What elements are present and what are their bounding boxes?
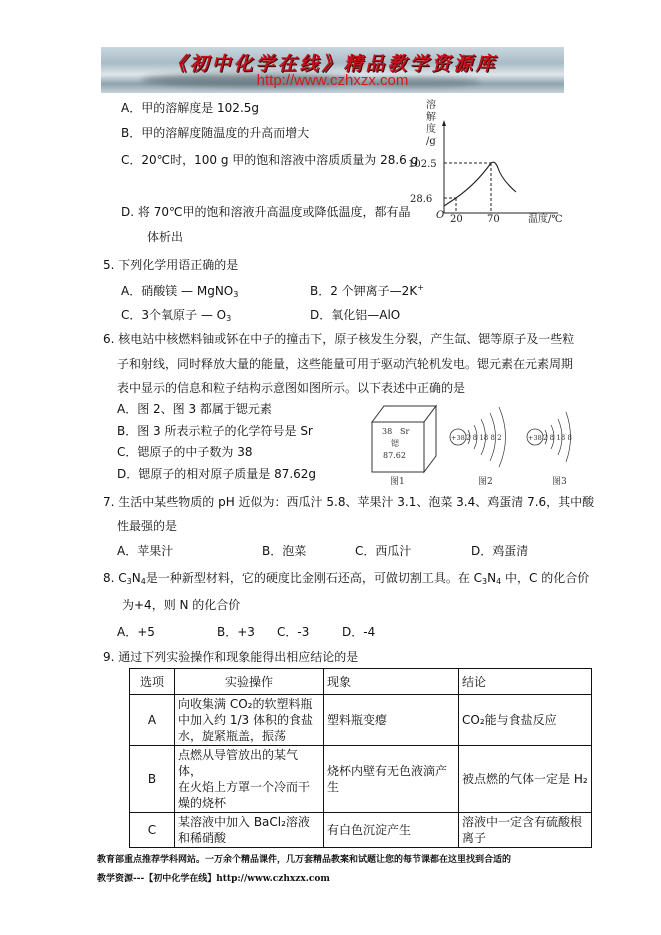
- header-option: 选项: [130, 669, 175, 695]
- banner-url[interactable]: http://www.czhxzx.com: [256, 72, 409, 89]
- footer-line-2[interactable]: 教学资源---【初中化学在线】http://www.czhxzx.com: [97, 874, 330, 884]
- question-text: 通过下列实验操作和现象能得出相应结论的是: [118, 650, 359, 664]
- row-phenomenon: 塑料瓶变瘪: [324, 695, 459, 746]
- table-row: [130, 695, 592, 746]
- electron-shells: 2 8 18 8: [543, 434, 572, 442]
- q7-option-a: [117, 542, 173, 559]
- q5-option-a: [121, 282, 238, 299]
- question-text: 中，C 的化合价: [501, 571, 590, 585]
- option-text: 氧化铝—AlO: [331, 308, 401, 322]
- operation-line: 点燃从导管放出的某气体，: [178, 748, 299, 778]
- option-text: 2 个钾离子—2K: [330, 284, 418, 298]
- question-text: 是一种新型材料，它的硬度比金刚石还高，可做切割工具。在 C: [145, 571, 483, 585]
- q7-stem-line2: 性最强的是: [117, 519, 178, 533]
- subscript: 3: [482, 577, 488, 586]
- table-row: [130, 746, 592, 813]
- option-label: C．: [121, 153, 142, 167]
- option-text: 苹果汁: [137, 544, 174, 558]
- subscript: 3: [233, 290, 239, 299]
- option-label: D．: [342, 625, 364, 639]
- header-banner: [101, 47, 564, 93]
- subscript: 4: [496, 577, 502, 586]
- q5-option-c: [121, 306, 231, 323]
- q9-stem: [103, 648, 358, 665]
- q8-stem-line2: 为+4，则 N 的化合价: [122, 598, 241, 612]
- q4-option-c: [121, 151, 418, 168]
- question-text: 生活中某些物质的 pH 近似为：西瓜汁 5.8、苹果汁 3.1、泡菜 3.4、鸡蛋清 7.6，其中酸: [118, 495, 595, 509]
- figure-3-caption: 图3: [552, 477, 567, 485]
- q7-option-d: [471, 542, 528, 559]
- option-text: +5: [137, 625, 155, 639]
- graph-xtick-70: 70: [487, 214, 500, 225]
- q8-option-b: [217, 623, 255, 640]
- operation-line: 水，旋紧瓶盖，振荡: [178, 729, 287, 743]
- table-header-row: [130, 669, 592, 695]
- question-text: 核电站中核燃料铀或钚在中子的撞击下，原子核发生分裂，产生氙、锶等原子及一些粒: [118, 332, 575, 346]
- graph-y-arrow: [442, 120, 446, 126]
- experiment-table: [129, 668, 592, 848]
- option-text: +3: [237, 625, 255, 639]
- row-operation: [175, 695, 324, 746]
- figure-1-caption: 图1: [390, 477, 405, 485]
- graph-ylabel-2: 解: [426, 112, 436, 123]
- superscript: +: [417, 283, 424, 292]
- option-label: B．: [262, 544, 283, 558]
- header-operation: 实验操作: [175, 669, 324, 695]
- footer-line-1: 教育部重点推荐学科网站。一万余个精品课件，几万套精品教案和试题让您的每节课都在这里找到合适的: [97, 855, 512, 865]
- q6-option-c: [117, 443, 252, 460]
- graph-xtick-20: 20: [450, 214, 463, 225]
- operation-line: 燥的烧杯: [178, 796, 227, 810]
- option-text: 硝酸镁 — MgNO: [141, 284, 234, 298]
- atomic-number: 38: [382, 427, 393, 436]
- option-text: 甲的溶解度随温度的升高而增大: [141, 126, 310, 140]
- option-label: C．: [355, 544, 376, 558]
- q8-stem-line1: [103, 569, 589, 586]
- q6-stem-line1: [103, 330, 574, 347]
- header-conclusion: 结论: [459, 669, 592, 695]
- banner-title: 《初中化学在线》精品教学资源库: [167, 53, 498, 75]
- option-label: B．: [121, 126, 142, 140]
- header-phenomenon: 现象: [324, 669, 459, 695]
- option-text: 将 70℃甲的饱和溶液升高温度或降低温度，都有晶: [137, 205, 411, 219]
- row-conclusion: 溶液中一定含有硫酸根离子: [459, 813, 592, 848]
- q6-stem-line3: 表中显示的信息和粒子结构示意图如图所示。以下表述中正确的是: [117, 381, 466, 395]
- option-text: 图 2、图 3 都属于锶元素: [137, 402, 272, 416]
- nucleus-charge: +38: [451, 434, 465, 442]
- option-text: 锶原子的相对原子质量是 87.62g: [138, 467, 317, 481]
- option-text: 鸡蛋清: [492, 544, 529, 558]
- q5-option-d: [310, 306, 400, 323]
- nucleus-charge: +38: [528, 434, 542, 442]
- option-text: 泡菜: [282, 544, 307, 558]
- q7-option-c: [355, 542, 411, 559]
- q6-option-b: [117, 422, 313, 439]
- option-text: -3: [297, 625, 310, 639]
- option-label: C．: [277, 625, 298, 639]
- subscript: 4: [140, 577, 146, 586]
- row-conclusion: CO₂能与食盐反应: [459, 695, 592, 746]
- option-text: 甲的溶解度是 102.5g: [141, 101, 260, 115]
- option-label: A．: [121, 101, 142, 115]
- strontium-figures: [360, 400, 575, 485]
- q6-stem-line2: 子和射线，同时释放大量的能量，这些能量可用于驱动汽轮机发电。锶元素在元素周期: [117, 357, 574, 371]
- graph-xlabel: 温度/℃: [528, 214, 563, 225]
- figure-3-ion-structure: [527, 412, 572, 485]
- element-name: 锶: [391, 439, 399, 448]
- q5-option-b: [310, 282, 424, 299]
- option-label: A．: [117, 544, 138, 558]
- q7-option-b: [262, 542, 306, 559]
- q6-option-d: [117, 465, 316, 482]
- operation-line: 和稀硝酸: [178, 831, 227, 845]
- option-text: 锶原子的中子数为 38: [137, 445, 253, 459]
- option-label: C．: [121, 308, 142, 322]
- formula-part: N: [131, 571, 141, 585]
- q4-option-d: [121, 203, 410, 220]
- row-phenomenon: 有白色沉淀产生: [324, 813, 459, 848]
- option-label: A．: [117, 402, 138, 416]
- option-text: -4: [363, 625, 376, 639]
- table-row: [130, 813, 592, 848]
- option-label: B．: [310, 284, 331, 298]
- graph-ylabel-3: 度: [426, 124, 436, 135]
- option-label: B．: [117, 424, 138, 438]
- q4-option-a: [121, 99, 259, 116]
- q8-option-d: [342, 623, 375, 640]
- q5-stem: [103, 256, 238, 273]
- subscript: 3: [226, 314, 232, 323]
- option-label: A．: [117, 625, 138, 639]
- figure-2-atom-structure: [450, 407, 506, 485]
- graph-origin: O: [436, 210, 445, 221]
- q8-option-a: [117, 623, 155, 640]
- atomic-mass: 87.62: [383, 451, 406, 460]
- subscript: 3: [126, 577, 132, 586]
- q7-stem-line1: [103, 493, 594, 510]
- element-symbol: Sr: [400, 427, 410, 436]
- option-label: D.: [121, 205, 135, 219]
- row-operation: [175, 813, 324, 848]
- option-label: D．: [471, 544, 493, 558]
- option-text: 20℃时，100 g 甲的饱和溶液中溶质质量为 28.6 g: [141, 153, 419, 167]
- q4-option-b: [121, 124, 309, 141]
- row-option: B: [130, 746, 175, 813]
- question-text: 下列化学用语正确的是: [118, 258, 239, 272]
- question-number: 7.: [103, 495, 115, 509]
- row-option: A: [130, 695, 175, 746]
- figure-2-caption: 图2: [478, 477, 493, 485]
- row-phenomenon: 烧杯内壁有无色液滴产生: [324, 746, 459, 813]
- operation-line: 中加入约 1/3 体积的食盐: [178, 713, 313, 727]
- option-label: A．: [121, 284, 142, 298]
- q6-option-a: [117, 400, 272, 417]
- formula-part: N: [487, 571, 497, 585]
- option-text: 西瓜汁: [375, 544, 412, 558]
- row-option: C: [130, 813, 175, 848]
- solubility-graph: [398, 96, 570, 228]
- row-conclusion: 被点燃的气体一定是 H₂: [459, 746, 592, 813]
- option-label: C．: [117, 445, 138, 459]
- option-text: 图 3 所表示粒子的化学符号是 Sr: [137, 424, 313, 438]
- question-number: 5.: [103, 258, 115, 272]
- option-label: B．: [217, 625, 238, 639]
- question-number: 6.: [103, 332, 115, 346]
- graph-ylabel-1: 溶: [426, 100, 436, 111]
- question-number: 8.: [103, 571, 115, 585]
- operation-line: 在火焰上方罩一个冷而干: [178, 780, 311, 794]
- row-operation: [175, 746, 324, 813]
- graph-ytick-102.5: 102.5: [408, 159, 437, 170]
- option-label: D．: [117, 467, 139, 481]
- figure-1-periodic-cell: [372, 406, 436, 485]
- electron-shells: 2 8 18 8 2: [466, 434, 502, 442]
- graph-ylabel-4: /g: [426, 136, 436, 147]
- q8-option-c: [277, 623, 309, 640]
- solubility-curve: [444, 162, 516, 206]
- operation-line: 某溶液中加入 BaCl₂溶液: [178, 815, 310, 829]
- q4-option-d-cont: 体析出: [147, 230, 184, 244]
- formula-part: C: [118, 571, 127, 585]
- question-number: 9.: [103, 650, 115, 664]
- operation-line: 向收集满 CO₂的软塑料瓶: [178, 697, 313, 711]
- graph-ytick-28.6: 28.6: [410, 194, 433, 205]
- option-text: 3个氧原子 — O: [141, 308, 227, 322]
- option-label: D．: [310, 308, 332, 322]
